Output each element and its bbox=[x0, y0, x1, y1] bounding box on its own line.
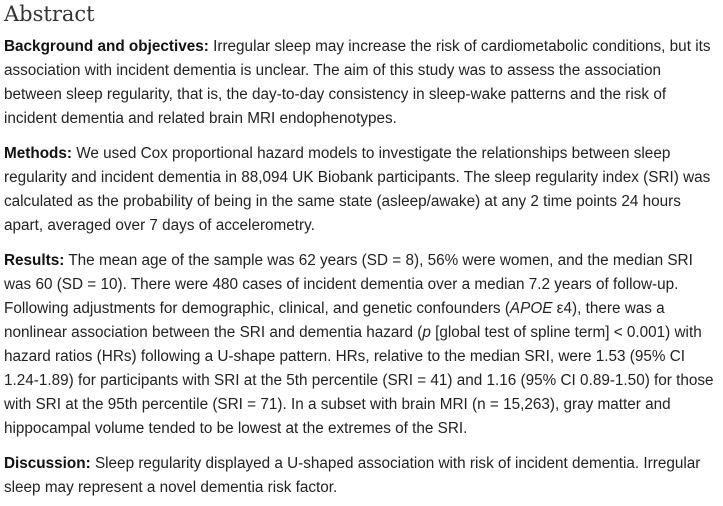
results-text-part-1: The mean age of the sample was 62 years (SD = 8), 56% were women, and the median SRI was 60 (SD = 10). There were 480 cases of incident dementia over a median 7.2 years of follow-up. Following adjustments for demographic, clinical, and genetic confounders ( bbox=[4, 252, 693, 317]
results-label: Results: bbox=[4, 252, 65, 269]
discussion-text: Sleep regularity displayed a U-shaped association with risk of incident dementia. Irregular sleep may represent a novel dementia risk factor. bbox=[4, 455, 701, 496]
results-section bbox=[4, 249, 717, 441]
results-text-part-3: [global test of spline term] < 0.001) with hazard ratios (HRs) following a U-shape pattern. HRs, relative to the median SRI, were 1.53 (95% CI 1.24-1.89) for participants with SRI at the 5th percentile (SRI = 41) and 1.16 (95% CI 0.89-1.50) for those with SRI at the 95th percentile (SRI = 71). In a subset with brain MRI (n = 15,263), gray matter and hippocampal volume tended to be lowest at the extremes of the SRI. bbox=[4, 324, 714, 437]
discussion-section bbox=[4, 452, 717, 500]
background-label: Background and objectives: bbox=[4, 38, 209, 55]
methods-label: Methods: bbox=[4, 145, 72, 162]
results-text-part-2: ε4), there was a nonlinear association between the SRI and dementia hazard ( bbox=[4, 300, 665, 341]
abstract-heading: Abstract bbox=[4, 2, 95, 26]
background-text: Irregular sleep may increase the risk of cardiometabolic conditions, but its association with incident dementia is unclear. The aim of this study was to assess the association between sleep regularity, that is, the day-to-day consistency in sleep-wake patterns and the risk of incident dementia and related brain MRI endophenotypes. bbox=[4, 38, 711, 127]
results-italic-p: p bbox=[422, 324, 431, 341]
methods-section bbox=[4, 142, 717, 238]
methods-text: We used Cox proportional hazard models to investigate the relationships between sleep regularity and incident dementia in 88,094 UK Biobank participants. The sleep regularity index (SRI) was calculated as the probability of being in the same state (asleep/awake) at any 2 time points 24 hours apart, averaged over 7 days of accelerometry. bbox=[4, 145, 711, 234]
results-italic-apoe: APOE bbox=[509, 300, 553, 317]
discussion-label: Discussion: bbox=[4, 455, 91, 472]
background-section bbox=[4, 35, 717, 131]
